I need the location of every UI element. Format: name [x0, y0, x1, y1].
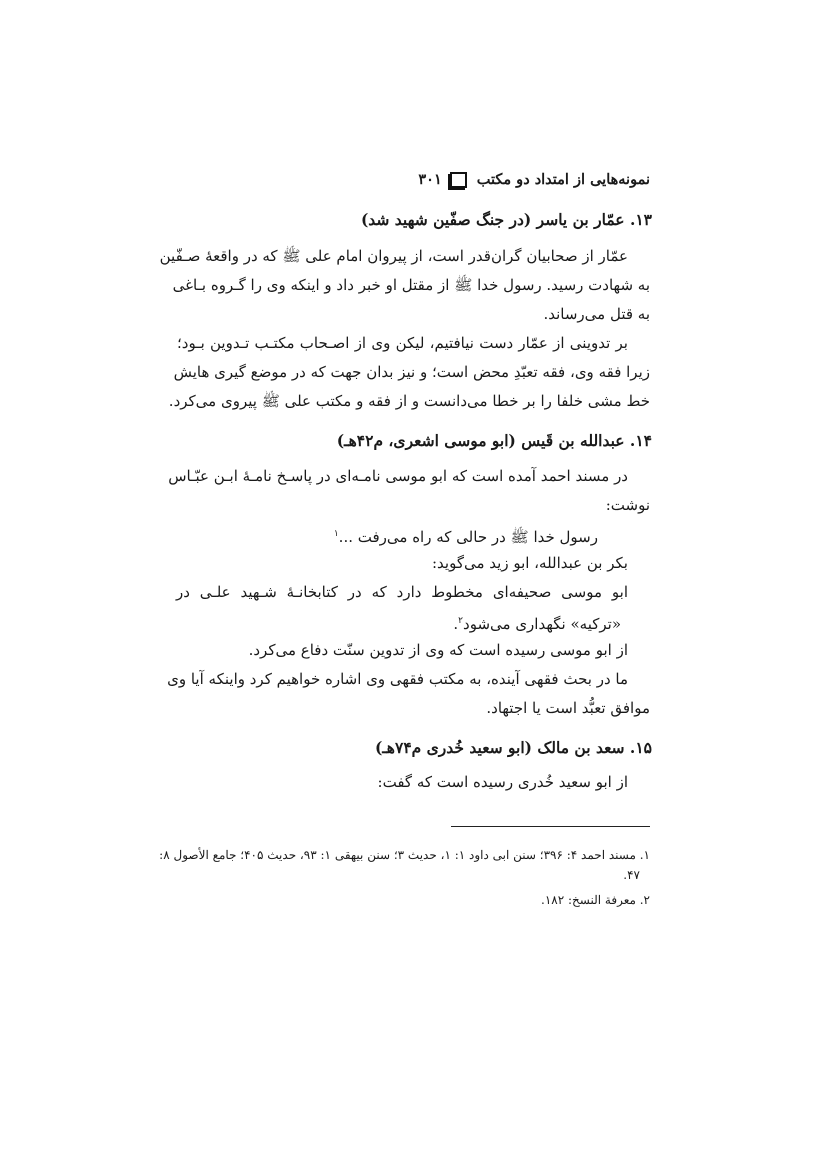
quote-1 [334, 520, 598, 552]
text-line: به قتل می‌رساند. [543, 305, 650, 323]
footnote-1 [159, 845, 650, 885]
text-line: ابو موسی صحیفه‌ای مخطوط دارد که در کتابخانـهٔ شـهید علـی در [176, 583, 628, 601]
section-heading-14: ۱۴. عبدالله بن قَیس (ابو موسی اشعری، م۴۲هـ) [336, 431, 652, 450]
text-line: «ترکیه» نگهداری می‌شود [463, 615, 621, 633]
text-line: در مسند احمد آمده است که ابو موسی نامـه‌ای در پاسـخ نامـهٔ ابـن عبّـاس [168, 467, 628, 485]
running-header [177, 171, 650, 188]
text-line: عمّار از صحابیان گران‌قدر است، از پیروان امام علی ﷺ که در واقعهٔ صـفّین [159, 247, 628, 265]
footnote-line: ۱. مسند احمد ۴: ۳۹۶؛ سنن ابی داود ۱: ۱، حدیث ۳؛ سنن بیهقی ۱: ۹۳، حدیث ۴۰۵؛ جامع الأصول ۸: [159, 848, 650, 862]
footnote-ref-1: ۱ [333, 529, 339, 539]
paragraph-15-1: از ابو سعید خُدری رسیده است که گفت: [377, 773, 628, 791]
text-line: به شهادت رسید. رسول خدا ﷺ از مقتل او خبر داد و اینکه وی را گـروه بـاغی [172, 276, 650, 294]
text-line: نوشت: [605, 496, 650, 514]
paragraph-14-closing [167, 665, 650, 723]
page-number: ۳۰۱ [418, 171, 442, 188]
paragraph-13-2 [168, 329, 650, 416]
text-line: خط مشی خلفا را بر خطا می‌دانست و از فقه و مکتب علی ﷺ پیروی می‌کرد. [168, 392, 650, 410]
paragraph-13-1 [159, 242, 650, 329]
footnote-divider [451, 826, 650, 827]
paragraph-14-intro [168, 462, 650, 520]
section-heading-15: ۱۵. سعد بن مالک (ابو سعید خُدری م۷۴هـ) [374, 738, 652, 757]
text-line: ما در بحث فقهی آینده، به مکتب فقهی وی اشاره خواهیم کرد واینکه آیا وی [167, 670, 628, 688]
bakr-line: بکر بن عبدالله، ابو زید می‌گوید: [431, 554, 628, 572]
footnote-line: ۲. معرفة النسخ: ۱۸۲. [541, 893, 650, 907]
square-bullet-icon [450, 172, 467, 188]
text-line: بر تدوینی از عمّار دست نیافتیم، لیکن وی از اصـحاب مکتـب تـدوین بـود؛ [177, 334, 628, 352]
text-line: موافق تعبُّد است یا اجتهاد. [486, 699, 650, 717]
footnote-ref-2: ۲ [458, 616, 464, 626]
section-heading-13: ۱۳. عمّار بن یاسر (در جنگ صفّین شهید شد) [360, 210, 652, 229]
footnote-2 [177, 890, 650, 910]
quote-1-text: رسول خدا ﷺ در حالی که راه می‌رفت ... [338, 528, 598, 546]
defend-line: از ابو موسی رسیده است که وی از تدوین سنّت دفاع می‌کرد. [248, 641, 628, 659]
text-line: زیرا فقه وی، فقه تعبّدِ محض است؛ و نیز بدان جهت که در موضع گیری هایش [173, 363, 650, 381]
footnote-line: ۴۷. [623, 868, 640, 882]
quote-2: ابو موسی صحیفه‌ای مخطوط دارد که در کتابخانـهٔ شـهید علـی در «ترکیه» نگهداری می‌شود$^۲$. [176, 578, 628, 639]
header-title: نمونه‌هایی از امتداد دو مکتب [476, 171, 650, 188]
